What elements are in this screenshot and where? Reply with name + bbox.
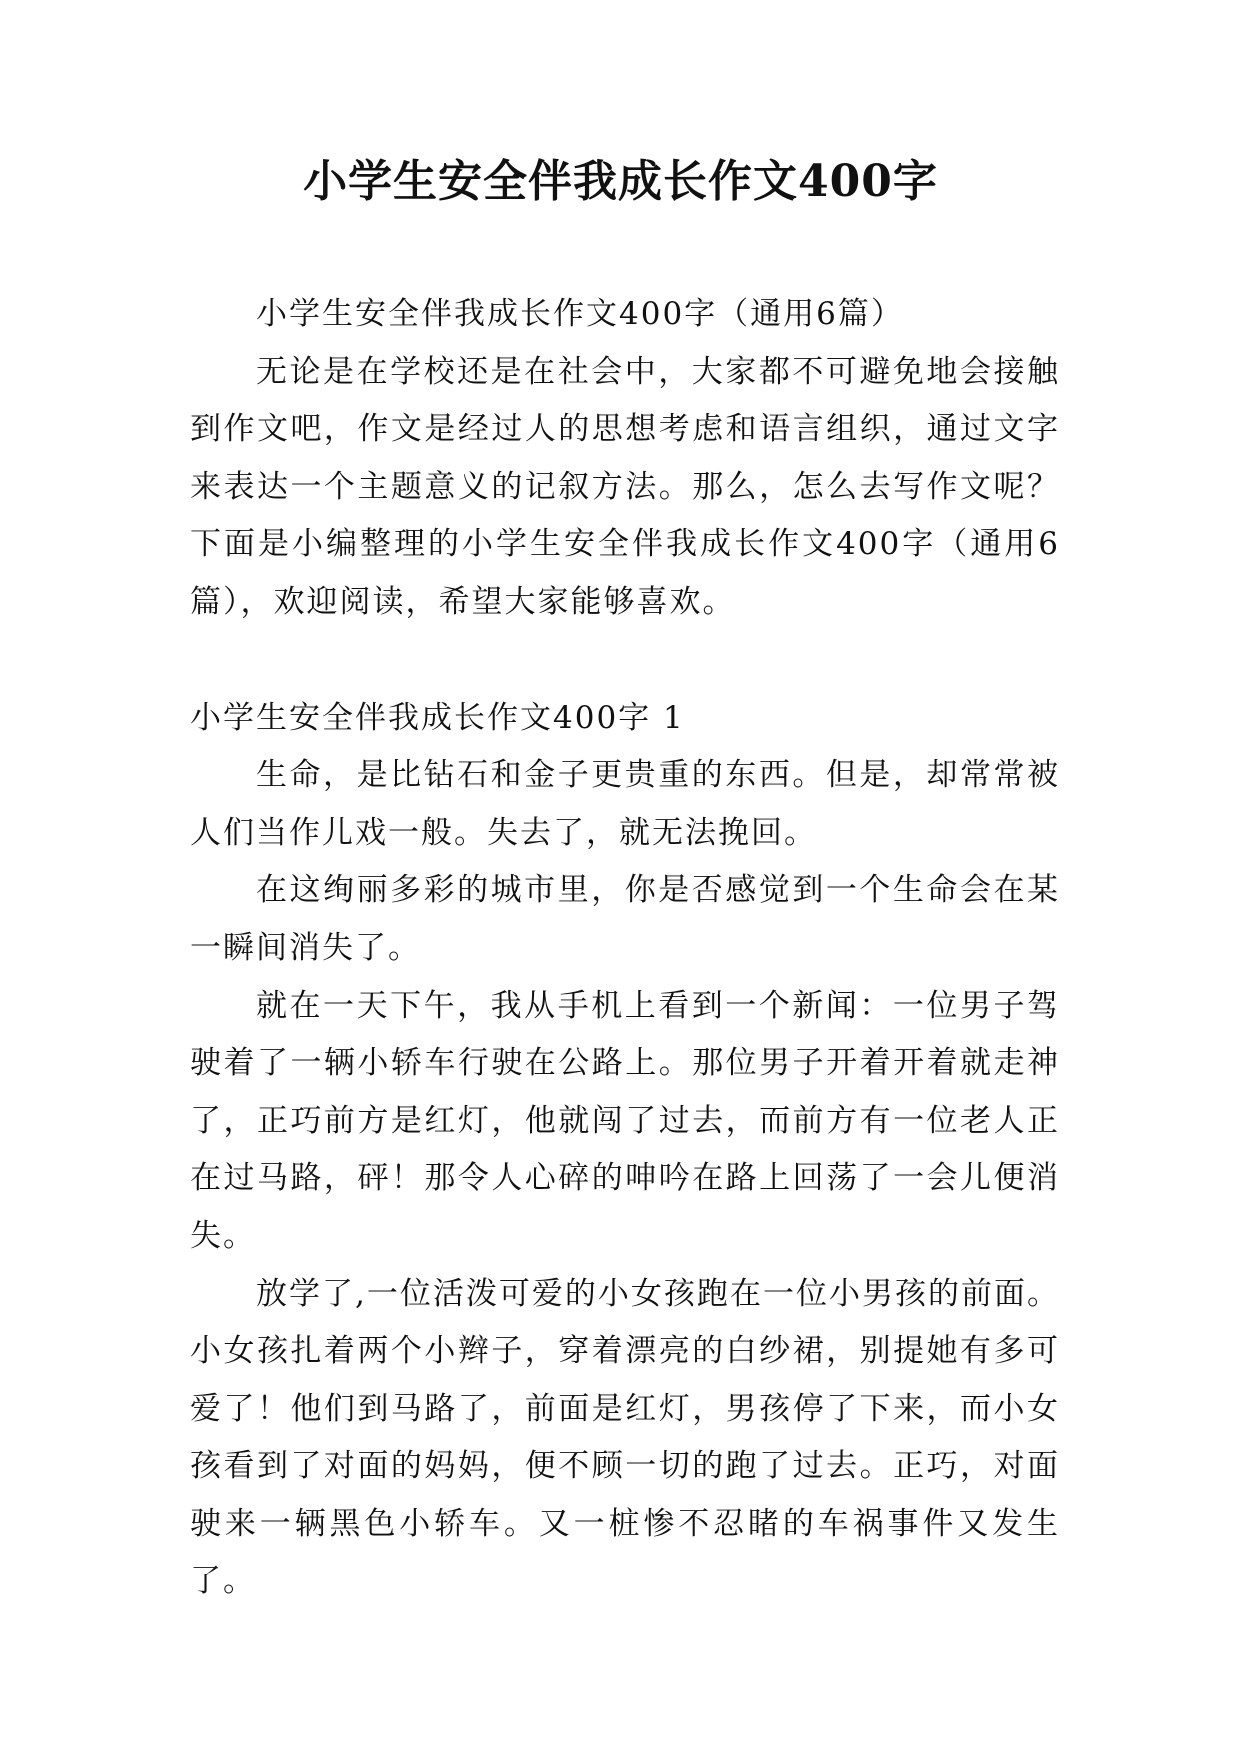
section-heading: 小学生安全伴我成长作文400字 1 <box>190 699 685 736</box>
document-title: 小学生安全伴我成长作文400字 <box>303 156 938 207</box>
body-paragraph: 在这绚丽多彩的城市里，你是否感觉到一个生命会在某一瞬间消失了。 <box>190 872 1060 966</box>
intro-paragraph: 无论是在学校还是在社会中，大家都不可避免地会接触到作文吧，作文是经过人的思想考虑和语言组织，通过文字来表达一个主题意义的记叙方法。那么，怎么去写作文呢？下面是小编整理的小学生安全伴我成长作文400字（通用6篇），欢迎阅读，希望大家能够喜欢。 <box>190 353 1060 620</box>
body-paragraph: 生命，是比钻石和金子更贵重的东西。但是，却常常被人们当作儿戏一般。失去了，就无法挽回。 <box>190 757 1060 851</box>
document-body <box>190 286 1060 1611</box>
body-paragraph: 就在一天下午，我从手机上看到一个新闻：一位男子驾驶着了一辆小轿车行驶在公路上。那位男子开着开着就走神了，正巧前方是红灯，他就闯了过去，而前方有一位老人正在过马路，砰！那令人心碎的呻吟在路上回荡了一会儿便消失。 <box>190 987 1060 1254</box>
subtitle-paragraph: 小学生安全伴我成长作文400字（通用6篇） <box>256 296 904 332</box>
body-paragraph: 放学了,一位活泼可爱的小女孩跑在一位小男孩的前面。小女孩扎着两个小辫子，穿着漂亮的白纱裙，别提她有多可爱了！他们到马路了，前面是红灯，男孩停了下来，而小女孩看到了对面的妈妈，便不顾一切的跑了过去。正巧，对面驶来一辆黑色小轿车。又一桩惨不忍睹的车祸事件又发生了。 <box>190 1275 1060 1600</box>
